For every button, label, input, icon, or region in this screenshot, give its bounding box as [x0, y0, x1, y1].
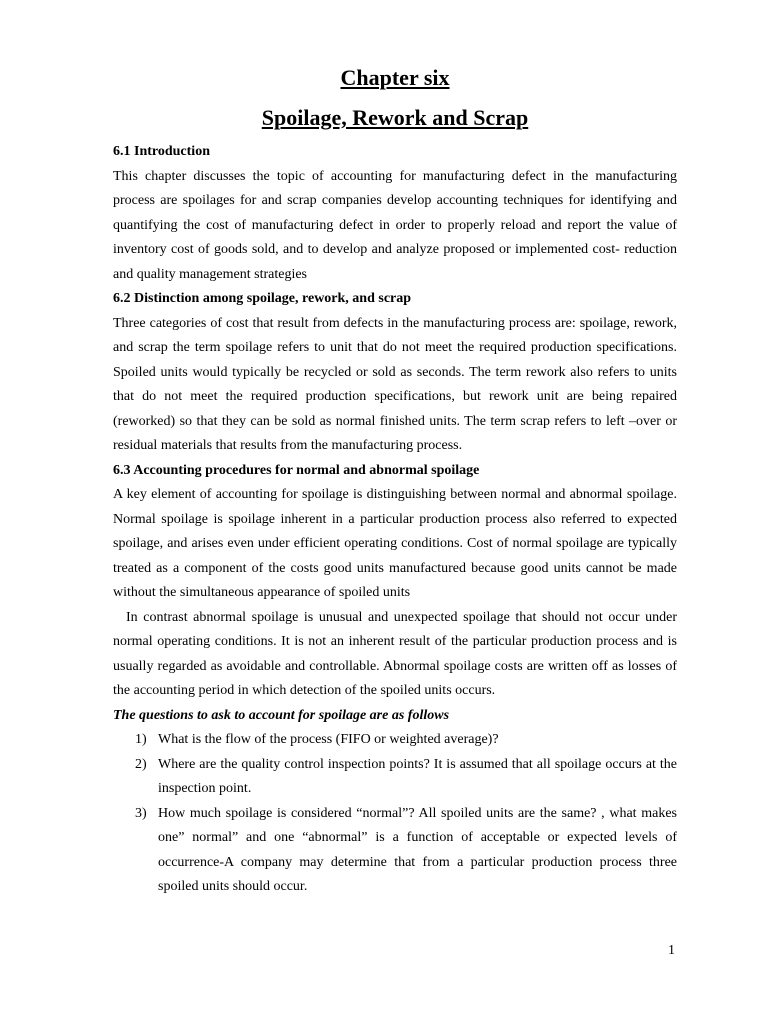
list-item — [113, 802, 677, 900]
section-heading: 6.1 Introduction — [113, 144, 210, 159]
section-paragraph: Three categories of cost that result from defects in the manufacturing process are: spoilage, rework, and scrap the term spoilage refers to unit that do not meet the required production specifications. Spoiled units would typically be recycled or sold as seconds. The term rework also refers to units that do not meet the required production specifications, but rework unit are being repaired (reworked) so that they can be sold as normal finished units. The term scrap refers to left –over or residual materials that results from the manufacturing process. — [113, 315, 677, 453]
list-item-number: 1) — [135, 732, 147, 747]
chapter-subtitle: Spoilage, Rework and Scrap — [261, 105, 529, 130]
questions-list — [113, 728, 677, 900]
section-paragraph: A key element of accounting for spoilage is distinguishing between normal and abnormal spoilage. Normal spoilage is spoilage inherent in a particular production process also referred to expected spoilage, and arises even under efficient operating conditions. Cost of normal spoilage are typically treated as a component of the costs good units manufactured because good units cannot be made without the simultaneous appearance of spoiled units — [113, 487, 677, 600]
document-page — [113, 62, 677, 900]
questions-title: The questions to ask to account for spoilage are as follows — [113, 707, 450, 723]
section-paragraph: This chapter discusses the topic of accounting for manufacturing defect in the manufacturing process are spoilages for and scrap companies develop accounting techniques for identifying and quantifying the cost of manufacturing defect in order to properly reload and report the value of inventory cost of goods sold, and to develop and analyze proposed or implemented cost- reduction and quality management strategies — [113, 168, 677, 282]
list-item — [113, 728, 677, 753]
page-number: 1 — [668, 943, 675, 958]
section-heading: 6.2 Distinction among spoilage, rework, and scrap — [113, 291, 412, 306]
list-item-number: 2) — [135, 756, 147, 772]
list-item-text: What is the flow of the process (FIFO or weighted average)? — [158, 732, 499, 747]
list-item — [113, 753, 677, 802]
chapter-title: Chapter six — [340, 65, 450, 90]
section-introduction — [113, 140, 677, 287]
section-heading: 6.3 Accounting procedures for normal and abnormal spoilage — [113, 462, 480, 478]
list-item-number: 3) — [135, 805, 147, 821]
section-distinction — [113, 287, 677, 459]
section-accounting-procedures — [113, 459, 677, 704]
section-paragraph: In contrast abnormal spoilage is unusual and unexpected spoilage that should not occur under normal operating conditions. It is not an inherent result of the particular production process and is usually regarded as avoidable and controllable. Abnormal spoilage costs are written off as losses of the accounting period in which detection of the spoiled units occurs. — [113, 609, 677, 698]
list-item-text: Where are the quality control inspection points? It is assumed that all spoilage occurs at the inspection point. — [158, 756, 677, 796]
questions-block — [113, 704, 677, 900]
list-item-text: How much spoilage is considered “normal”? All spoiled units are the same? , what makes one” normal” and one “abnormal” is a function of acceptable or expected levels of occurrence-A company may determine that from a particular production process three spoiled units should occur. — [158, 805, 677, 894]
